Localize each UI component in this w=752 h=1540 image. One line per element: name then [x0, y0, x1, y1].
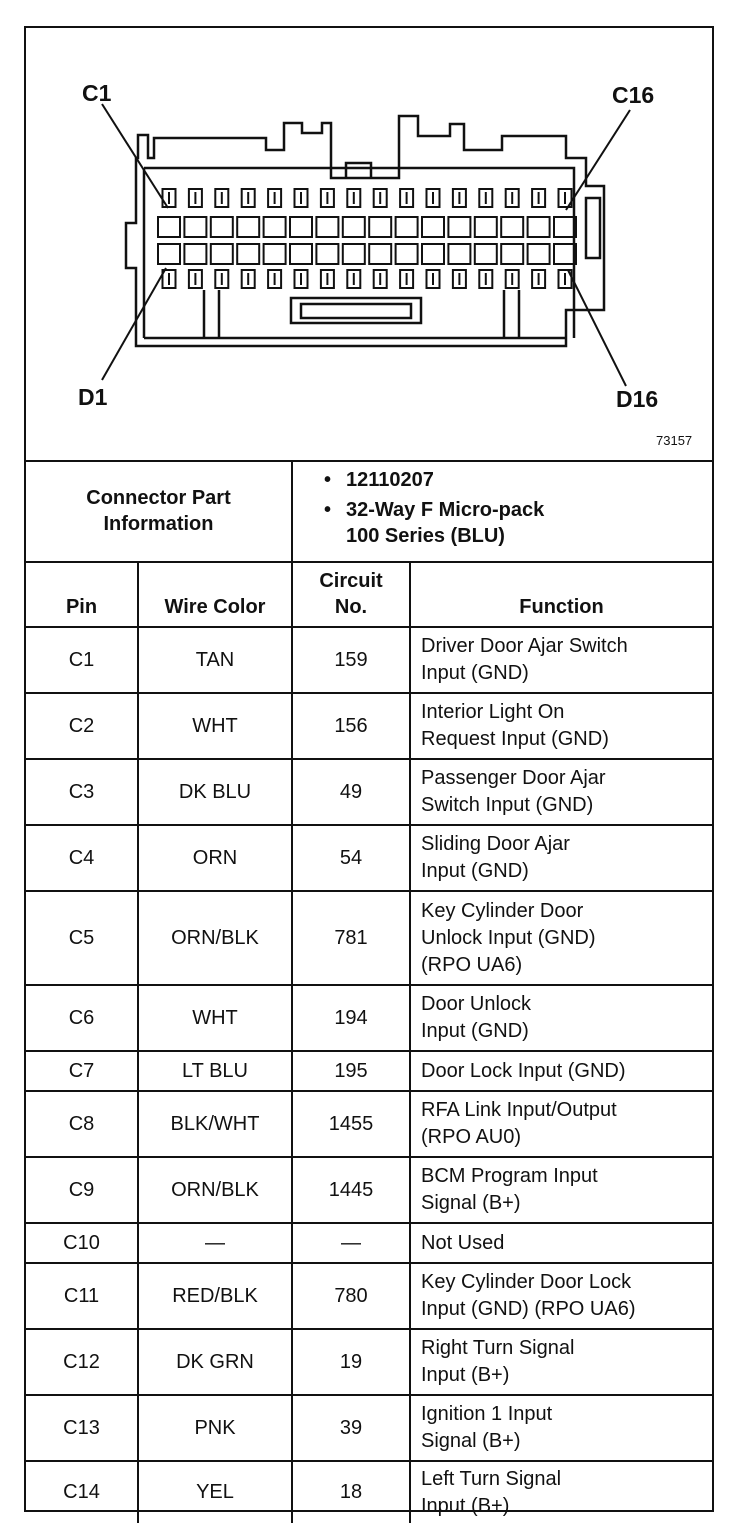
cell-wire-color: BLK/WHT — [138, 1091, 292, 1157]
cell-pin: C5 — [26, 891, 138, 985]
pin-cavity — [290, 217, 312, 237]
cell-wire-color: DK GRN — [138, 1329, 292, 1395]
part-number: • 12110207 — [324, 467, 544, 493]
cell-function: BCM Program Input Signal (B+) — [410, 1157, 712, 1223]
table-row — [26, 891, 712, 985]
callout-c16: C16 — [612, 82, 655, 108]
cell-circuit: 39 — [292, 1395, 410, 1461]
cell-pin: C1 — [26, 627, 138, 693]
pin-cavity — [264, 217, 286, 237]
cell-function: Sliding Door Ajar Input (GND) — [410, 825, 712, 891]
cell-wire-color: WHT — [138, 985, 292, 1051]
pin-cavity — [501, 217, 523, 237]
pin-field — [158, 189, 576, 288]
table-row — [26, 1051, 712, 1091]
cell-function: Ignition 1 Input Signal (B+) — [410, 1395, 712, 1461]
cell-wire-color: WHT — [138, 693, 292, 759]
part-info-label: Connector Part Information — [26, 460, 293, 561]
cell-pin: C6 — [26, 985, 138, 1051]
cell-function: Door Lock Input (GND) — [410, 1051, 712, 1091]
table-row — [26, 1091, 712, 1157]
connector-diagram — [26, 28, 712, 462]
cell-circuit: 780 — [292, 1263, 410, 1329]
header-row — [26, 561, 712, 627]
cell-wire-color: YEL — [138, 1461, 292, 1523]
cell-circuit: 49 — [292, 759, 410, 825]
cell-circuit: 19 — [292, 1329, 410, 1395]
pin-cavity — [343, 244, 365, 264]
cell-circuit: 159 — [292, 627, 410, 693]
header-circuit: Circuit No. — [292, 561, 410, 627]
cell-circuit: 1445 — [292, 1157, 410, 1223]
leader-d16 — [568, 270, 626, 386]
cell-circuit: 18 — [292, 1461, 410, 1523]
pin-cavity — [528, 217, 550, 237]
table-row — [26, 1263, 712, 1329]
cell-pin: C2 — [26, 693, 138, 759]
leader-d1 — [102, 268, 166, 380]
table-row — [26, 627, 712, 693]
table-row — [26, 759, 712, 825]
callout-c1: C1 — [82, 80, 112, 106]
pin-cavity — [448, 217, 470, 237]
table-row — [26, 1157, 712, 1223]
table-row — [26, 825, 712, 891]
pin-cavity — [316, 217, 338, 237]
pin-cavity — [316, 244, 338, 264]
cell-wire-color: LT BLU — [138, 1051, 292, 1091]
pin-cavity — [501, 244, 523, 264]
cell-circuit: 195 — [292, 1051, 410, 1091]
header-wire-color: Wire Color — [138, 561, 292, 627]
pin-cavity — [158, 244, 180, 264]
pin-cavity — [448, 244, 470, 264]
header-function: Function — [410, 561, 712, 627]
part-info-values — [324, 467, 544, 553]
figure-number: 73157 — [656, 433, 693, 448]
pin-cavity — [237, 244, 259, 264]
cell-function: Key Cylinder Door Unlock Input (GND) (RPO UA6) — [410, 891, 712, 985]
connector-part-information — [26, 460, 712, 563]
cell-circuit: 781 — [292, 891, 410, 985]
callout-d16: D16 — [616, 386, 659, 412]
cell-function: Right Turn Signal Input (B+) — [410, 1329, 712, 1395]
cell-wire-color: ORN/BLK — [138, 1157, 292, 1223]
cell-pin: C10 — [26, 1223, 138, 1263]
cell-function: Driver Door Ajar Switch Input (GND) — [410, 627, 712, 693]
connector-description: • 32-Way F Micro-pack 100 Series (BLU) — [324, 497, 544, 549]
pin-cavity — [264, 244, 286, 264]
connector-sheet — [24, 26, 714, 1517]
cell-circuit: 1455 — [292, 1091, 410, 1157]
cell-wire-color: RED/BLK — [138, 1263, 292, 1329]
pin-cavity — [237, 217, 259, 237]
table-row — [26, 693, 712, 759]
header-pin: Pin — [26, 561, 138, 627]
table-row — [26, 985, 712, 1051]
cell-circuit: — — [292, 1223, 410, 1263]
cell-wire-color: ORN/BLK — [138, 891, 292, 985]
cell-circuit: 54 — [292, 825, 410, 891]
connector-face-drawing — [26, 28, 712, 458]
callout-d1: D1 — [78, 384, 108, 410]
cell-function: Left Turn Signal Input (B+) — [410, 1461, 712, 1523]
cell-function: Passenger Door Ajar Switch Input (GND) — [410, 759, 712, 825]
cell-function: RFA Link Input/Output (RPO AU0) — [410, 1091, 712, 1157]
cell-pin: C12 — [26, 1329, 138, 1395]
table-row — [26, 1395, 712, 1461]
cell-circuit: 156 — [292, 693, 410, 759]
pin-cavity — [475, 244, 497, 264]
cell-pin: C7 — [26, 1051, 138, 1091]
table-row — [26, 1329, 712, 1395]
cell-wire-color: — — [138, 1223, 292, 1263]
cell-function: Interior Light On Request Input (GND) — [410, 693, 712, 759]
table-row — [26, 1223, 712, 1263]
pin-cavity — [369, 217, 391, 237]
cell-pin: C3 — [26, 759, 138, 825]
pin-cavity — [475, 217, 497, 237]
pin-cavity — [528, 244, 550, 264]
pin-cavity — [396, 244, 418, 264]
cell-function: Not Used — [410, 1223, 712, 1263]
cell-pin: C9 — [26, 1157, 138, 1223]
pin-cavity — [211, 244, 233, 264]
pin-cavity — [343, 217, 365, 237]
table-row — [26, 1461, 712, 1523]
cell-circuit: 194 — [292, 985, 410, 1051]
leader-c16 — [566, 110, 630, 210]
cell-function: Door Unlock Input (GND) — [410, 985, 712, 1051]
cell-pin: C4 — [26, 825, 138, 891]
cell-wire-color: TAN — [138, 627, 292, 693]
pin-cavity — [158, 217, 180, 237]
cell-pin: C14 — [26, 1461, 138, 1523]
cell-wire-color: ORN — [138, 825, 292, 891]
cell-pin: C8 — [26, 1091, 138, 1157]
cell-wire-color: DK BLU — [138, 759, 292, 825]
pin-cavity — [184, 244, 206, 264]
cell-pin: C13 — [26, 1395, 138, 1461]
cell-pin: C11 — [26, 1263, 138, 1329]
pin-cavity — [554, 217, 576, 237]
pin-cavity — [422, 244, 444, 264]
pinout-table — [26, 561, 712, 1523]
pin-cavity — [422, 217, 444, 237]
pin-cavity — [211, 217, 233, 237]
pin-cavity — [396, 217, 418, 237]
cell-wire-color: PNK — [138, 1395, 292, 1461]
pin-cavity — [184, 217, 206, 237]
pin-cavity — [554, 244, 576, 264]
pin-cavity — [290, 244, 312, 264]
cell-function: Key Cylinder Door Lock Input (GND) (RPO UA6) — [410, 1263, 712, 1329]
pin-cavity — [369, 244, 391, 264]
